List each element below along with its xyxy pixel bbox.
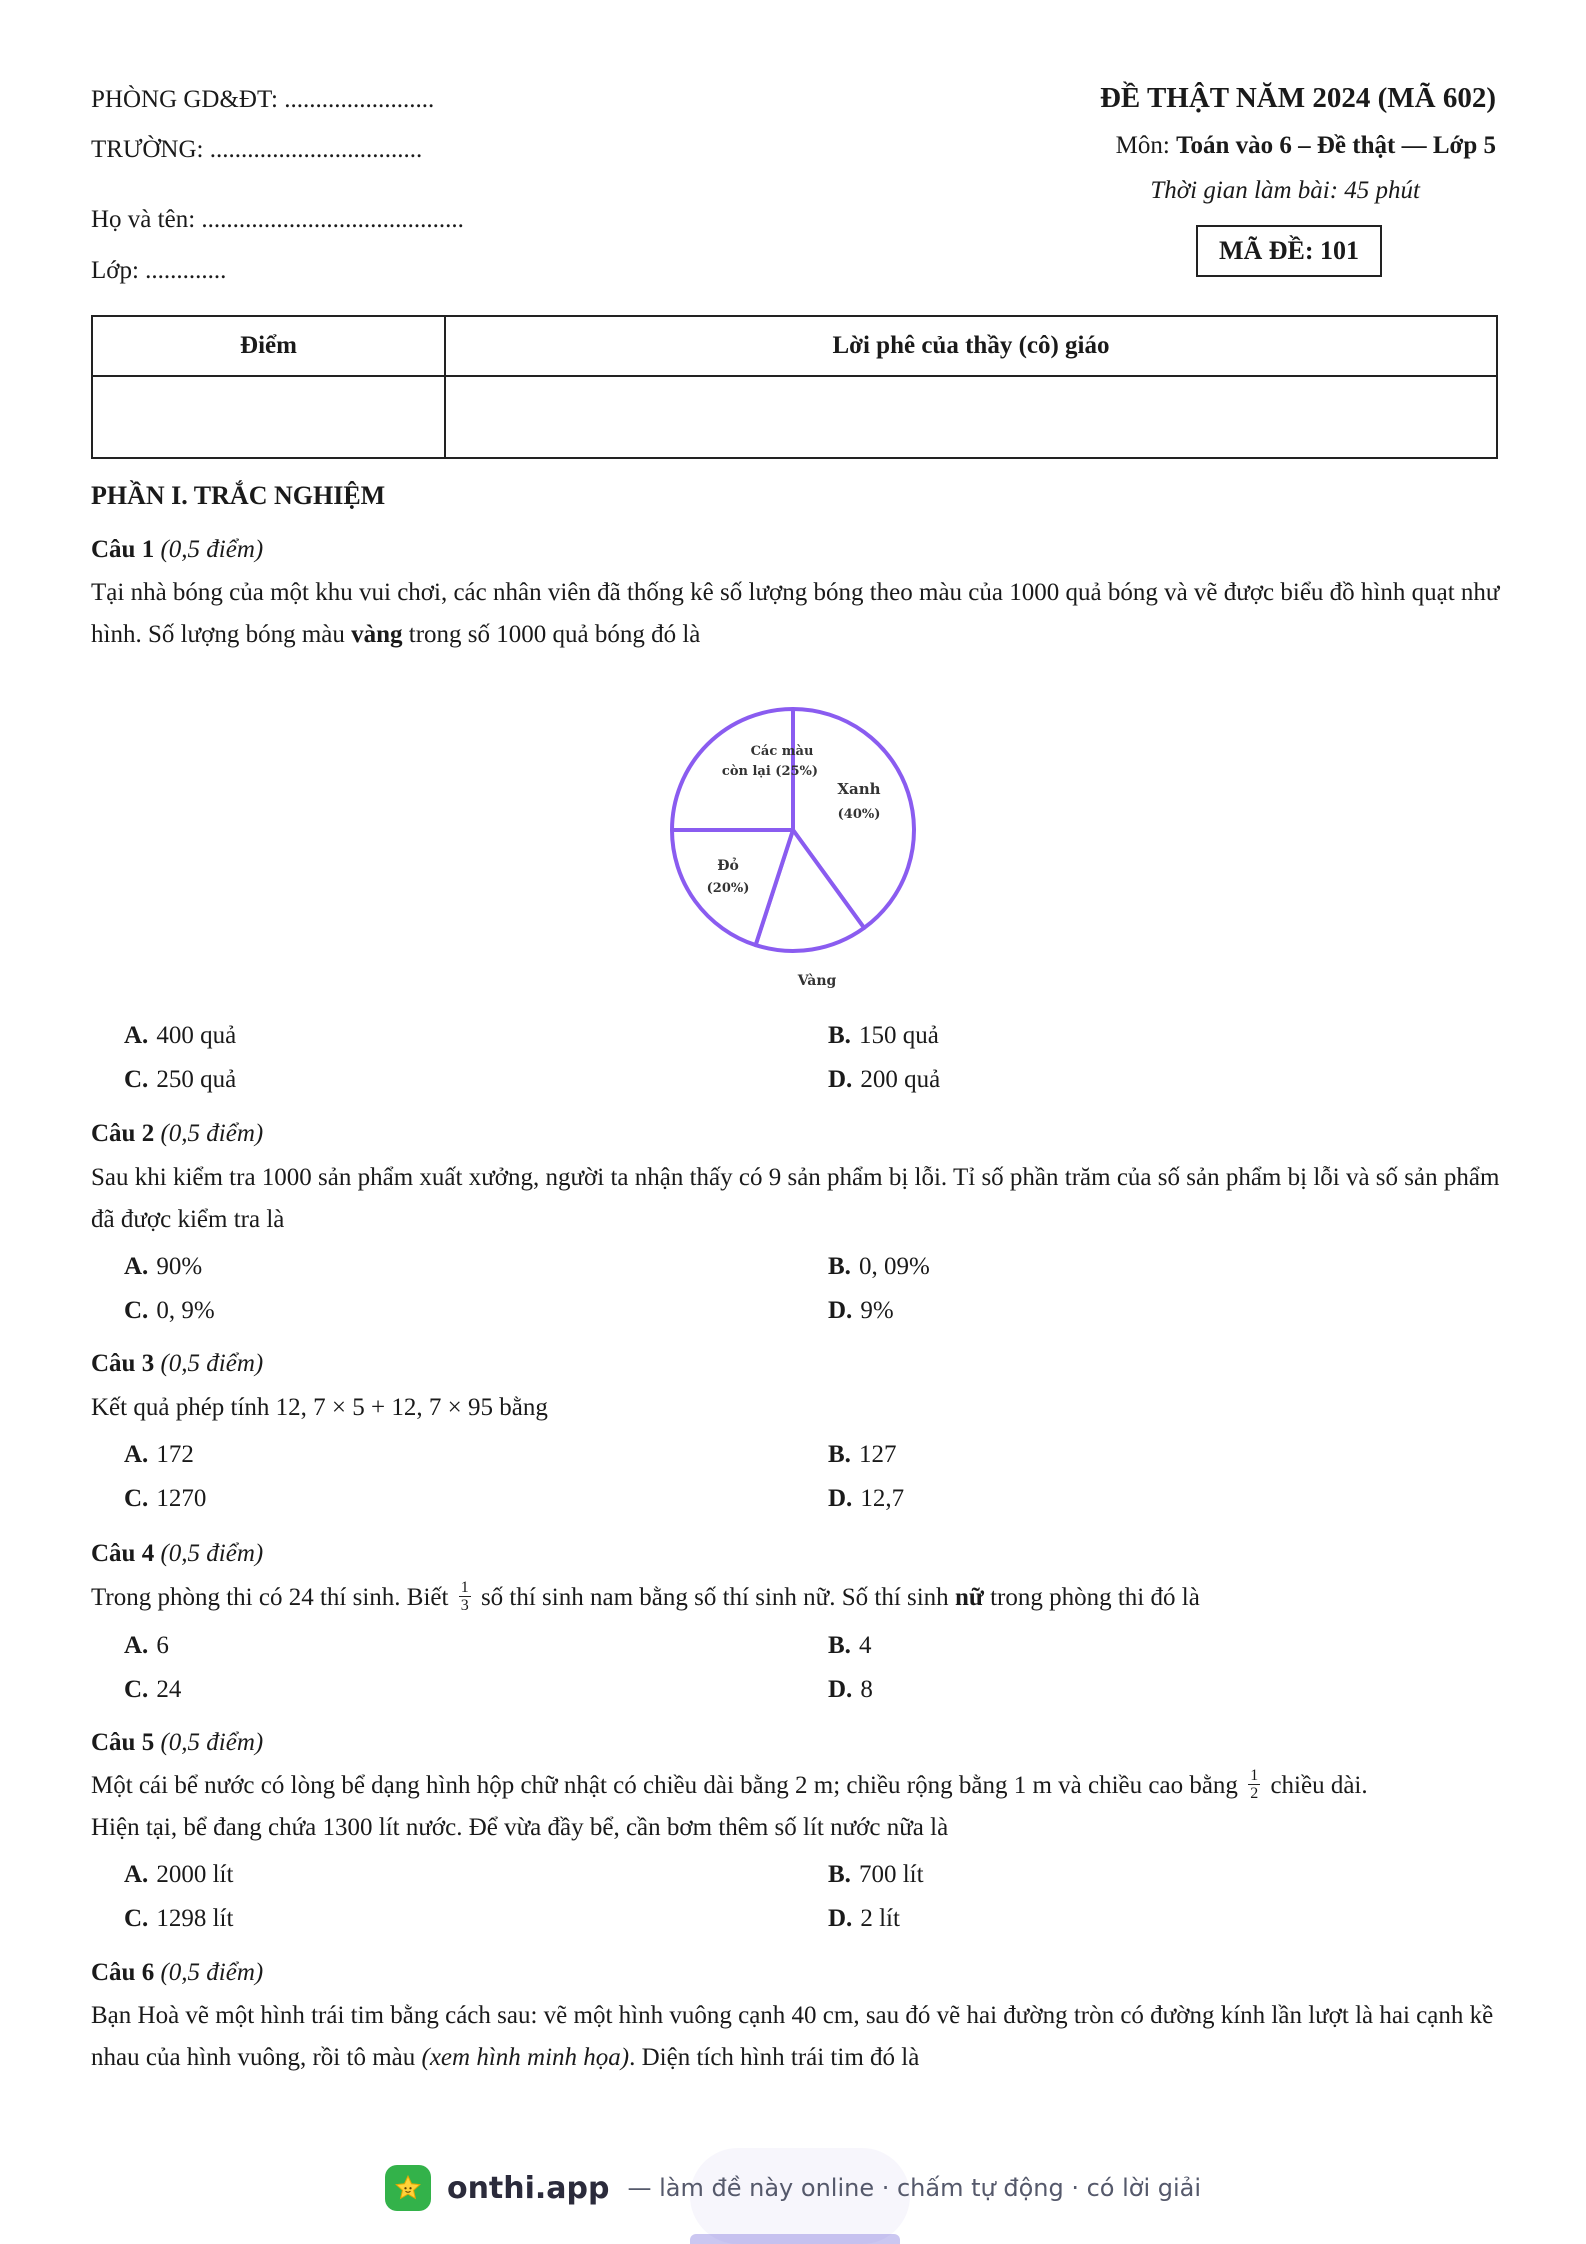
- school-field: TRƯỜNG: ..................................: [91, 136, 423, 163]
- star-icon: [393, 2173, 423, 2203]
- option-text: 9%: [860, 1297, 894, 1324]
- q2-option-a[interactable]: [124, 1253, 202, 1281]
- label-do-pct: (20%): [706, 881, 750, 896]
- question-points: (0,5 điểm): [160, 1350, 264, 1377]
- question-text: Một cái bể nước có lòng bể dạng hình hộp chữ nhật có chiều dài bằng 2 m; chiều rộng bằng 1 m và chiều cao bằng: [91, 1772, 1245, 1799]
- option-letter: D.: [828, 1485, 853, 1512]
- ball-color-pie-chart: [660, 690, 940, 1000]
- question-label: Câu 5: [91, 1729, 155, 1756]
- fraction-one-third: [459, 1579, 471, 1614]
- question-5-text: [91, 1765, 1511, 1849]
- q3-option-d[interactable]: [828, 1485, 904, 1513]
- option-text: 150 quả: [858, 1022, 939, 1049]
- option-letter: D.: [828, 1297, 853, 1324]
- option-letter: A.: [124, 1022, 149, 1049]
- option-text: 24: [156, 1676, 182, 1703]
- option-text: 1270: [156, 1485, 207, 1512]
- question-3-text: Kết quả phép tính 12, 7 × 5 + 12, 7 × 95 bằng: [91, 1394, 548, 1421]
- option-text: 2000 lít: [156, 1861, 234, 1888]
- q5-option-d[interactable]: [828, 1905, 900, 1933]
- department-field: PHÒNG GD&ĐT: ........................: [91, 86, 435, 113]
- question-points: (0,5 điểm): [160, 1540, 264, 1567]
- question-1-header: [91, 536, 263, 564]
- q2-option-c[interactable]: [124, 1297, 215, 1325]
- option-letter: C.: [124, 1066, 149, 1093]
- question-4-text: [91, 1577, 1511, 1619]
- fraction-numerator: 1: [1250, 1766, 1259, 1784]
- question-6-header: [91, 1959, 263, 1987]
- option-text: 90%: [156, 1253, 203, 1280]
- score-table: [91, 315, 1498, 459]
- q3-option-c[interactable]: [124, 1485, 206, 1513]
- exam-code: MÃ ĐỀ: 101: [1218, 236, 1360, 265]
- q3-option-a[interactable]: [124, 1441, 194, 1469]
- q1-option-a[interactable]: [124, 1022, 236, 1050]
- question-text: trong số 1000 quả bóng đó là: [402, 621, 701, 648]
- q3-option-b[interactable]: [828, 1441, 896, 1469]
- onthi-logo-icon: [385, 2165, 431, 2211]
- label-xanh: Xanh: [837, 780, 881, 798]
- q1-option-d[interactable]: [828, 1066, 940, 1094]
- option-text: 8: [860, 1676, 873, 1703]
- option-text: 700 lít: [858, 1861, 924, 1888]
- footer-decoration-bar: [690, 2234, 900, 2244]
- option-letter: A.: [124, 1632, 149, 1659]
- option-letter: A.: [124, 1861, 149, 1888]
- q5-option-c[interactable]: [124, 1905, 233, 1933]
- exam-time: Thời gian làm bài: 45 phút: [1150, 177, 1420, 204]
- label-con-lai-line1: Các màu: [750, 744, 814, 759]
- option-letter: D.: [828, 1676, 853, 1703]
- q4-option-a[interactable]: [124, 1632, 169, 1660]
- question-points: (0,5 điểm): [160, 1959, 264, 1986]
- question-text: Bạn Hoà vẽ một hình trái tim bằng cách sau: vẽ một hình vuông cạnh 40 cm, sau đó vẽ hai đường tròn có đường kính lần lượt là hai cạnh kề nhau của hình vuông, rồi tô màu: [91, 2002, 1494, 2071]
- footer-banner[interactable]: [0, 2160, 1586, 2216]
- q5-option-b[interactable]: [828, 1861, 924, 1889]
- question-points: (0,5 điểm): [160, 536, 264, 563]
- comment-cell: [445, 376, 1497, 458]
- fraction-denominator: 2: [1250, 1784, 1259, 1802]
- question-text: số thí sinh nam bằng số thí sinh nữ. Số thí sinh: [474, 1584, 955, 1611]
- option-letter: B.: [828, 1632, 851, 1659]
- option-text: 6: [156, 1632, 169, 1659]
- question-points: (0,5 điểm): [160, 1120, 264, 1147]
- fraction-one-half: [1248, 1767, 1260, 1802]
- question-label: Câu 2: [91, 1120, 155, 1147]
- option-letter: A.: [124, 1441, 149, 1468]
- q2-option-b[interactable]: [828, 1253, 930, 1281]
- section-title: PHẦN I. TRẮC NGHIỆM: [91, 481, 386, 510]
- fraction-denominator: 3: [460, 1596, 469, 1614]
- option-letter: D.: [828, 1905, 853, 1932]
- score-header: Điểm: [92, 316, 445, 376]
- comment-header: Lời phê của thầy (cô) giáo: [445, 316, 1497, 376]
- question-label: Câu 6: [91, 1959, 155, 1986]
- option-letter: B.: [828, 1861, 851, 1888]
- question-label: Câu 4: [91, 1540, 155, 1567]
- question-italic-note: (xem hình minh họa): [421, 2044, 630, 2071]
- question-4-header: [91, 1540, 263, 1568]
- q1-option-c[interactable]: [124, 1066, 236, 1094]
- student-name-field: Họ và tên: ..........................................: [91, 206, 464, 233]
- option-letter: C.: [124, 1297, 149, 1324]
- option-text: 0, 9%: [156, 1297, 215, 1324]
- question-5-header: [91, 1729, 263, 1757]
- question-label: Câu 3: [91, 1350, 155, 1377]
- subject-line: [1116, 132, 1496, 160]
- option-text: 4: [858, 1632, 872, 1659]
- question-emphasis: vàng: [351, 621, 403, 648]
- score-cell: [92, 376, 445, 458]
- option-text: 12,7: [860, 1485, 905, 1512]
- fraction-numerator: 1: [460, 1578, 469, 1596]
- option-letter: B.: [828, 1441, 851, 1468]
- option-letter: A.: [124, 1253, 149, 1280]
- question-2-text: Sau khi kiểm tra 1000 sản phẩm xuất xưởng, người ta nhận thấy có 9 sản phẩm bị lỗi. Tỉ số phần trăm của số sản phẩm bị lỗi và số sản phẩm đã được kiểm tra là: [91, 1164, 1500, 1233]
- q4-option-b[interactable]: [828, 1632, 871, 1660]
- option-letter: B.: [828, 1253, 851, 1280]
- option-text: 2 lít: [860, 1905, 900, 1932]
- question-6-text: [91, 1995, 1511, 2079]
- option-letter: B.: [828, 1022, 851, 1049]
- label-do: Đỏ: [717, 858, 739, 874]
- question-emphasis: nữ: [954, 1584, 984, 1611]
- question-text: Trong phòng thi có 24 thí sinh. Biết: [91, 1584, 455, 1611]
- question-text: chiều dài.: [1264, 1772, 1368, 1799]
- option-letter: C.: [124, 1485, 149, 1512]
- option-text: 400 quả: [156, 1022, 237, 1049]
- question-label: Câu 1: [91, 536, 155, 563]
- label-xanh-pct: (40%): [837, 807, 881, 822]
- option-text: 1298 lít: [156, 1905, 234, 1932]
- label-vang: Vàng: [797, 973, 837, 989]
- option-text: 0, 09%: [858, 1253, 930, 1280]
- exam-title: ĐỀ THẬT NĂM 2024 (MÃ 602): [1099, 82, 1496, 114]
- exam-code-box: [1196, 225, 1382, 277]
- question-3-header: [91, 1350, 263, 1378]
- option-letter: C.: [124, 1905, 149, 1932]
- q4-option-c[interactable]: [124, 1676, 181, 1704]
- footer-brand[interactable]: onthi.app: [446, 2170, 610, 2206]
- question-2-header: [91, 1120, 263, 1148]
- option-letter: C.: [124, 1676, 149, 1703]
- q1-option-b[interactable]: [828, 1022, 939, 1050]
- question-text: trong phòng thi đó là: [983, 1584, 1200, 1611]
- class-field: Lớp: .............: [91, 257, 227, 284]
- subject-prefix: Môn:: [1115, 132, 1177, 159]
- question-1-text: [91, 572, 1511, 656]
- question-text: Tại nhà bóng của một khu vui chơi, các nhân viên đã thống kê số lượng bóng theo màu của 1000 quả bóng và vẽ được biểu đồ hình quạt như hình. Số lượng bóng màu: [91, 579, 1500, 648]
- q2-option-d[interactable]: [828, 1297, 894, 1325]
- label-con-lai-line2: còn lại (25%): [721, 764, 819, 779]
- question-text: . Diện tích hình trái tim đó là: [629, 2044, 920, 2071]
- option-text: 127: [858, 1441, 897, 1468]
- option-text: 250 quả: [156, 1066, 237, 1093]
- question-points: (0,5 điểm): [160, 1729, 264, 1756]
- option-letter: D.: [828, 1066, 853, 1093]
- footer-tagline: — làm đề này online · chấm tự động · có lời giải: [627, 2174, 1202, 2202]
- subject-name: Toán vào 6 – Đề thật — Lớp 5: [1176, 132, 1496, 159]
- q5-option-a[interactable]: [124, 1861, 233, 1889]
- option-text: 200 quả: [860, 1066, 941, 1093]
- option-text: 172: [156, 1441, 194, 1468]
- question-text: Hiện tại, bể đang chứa 1300 lít nước. Để vừa đầy bể, cần bơm thêm số lít nước nữa là: [91, 1814, 949, 1841]
- q4-option-d[interactable]: [828, 1676, 873, 1704]
